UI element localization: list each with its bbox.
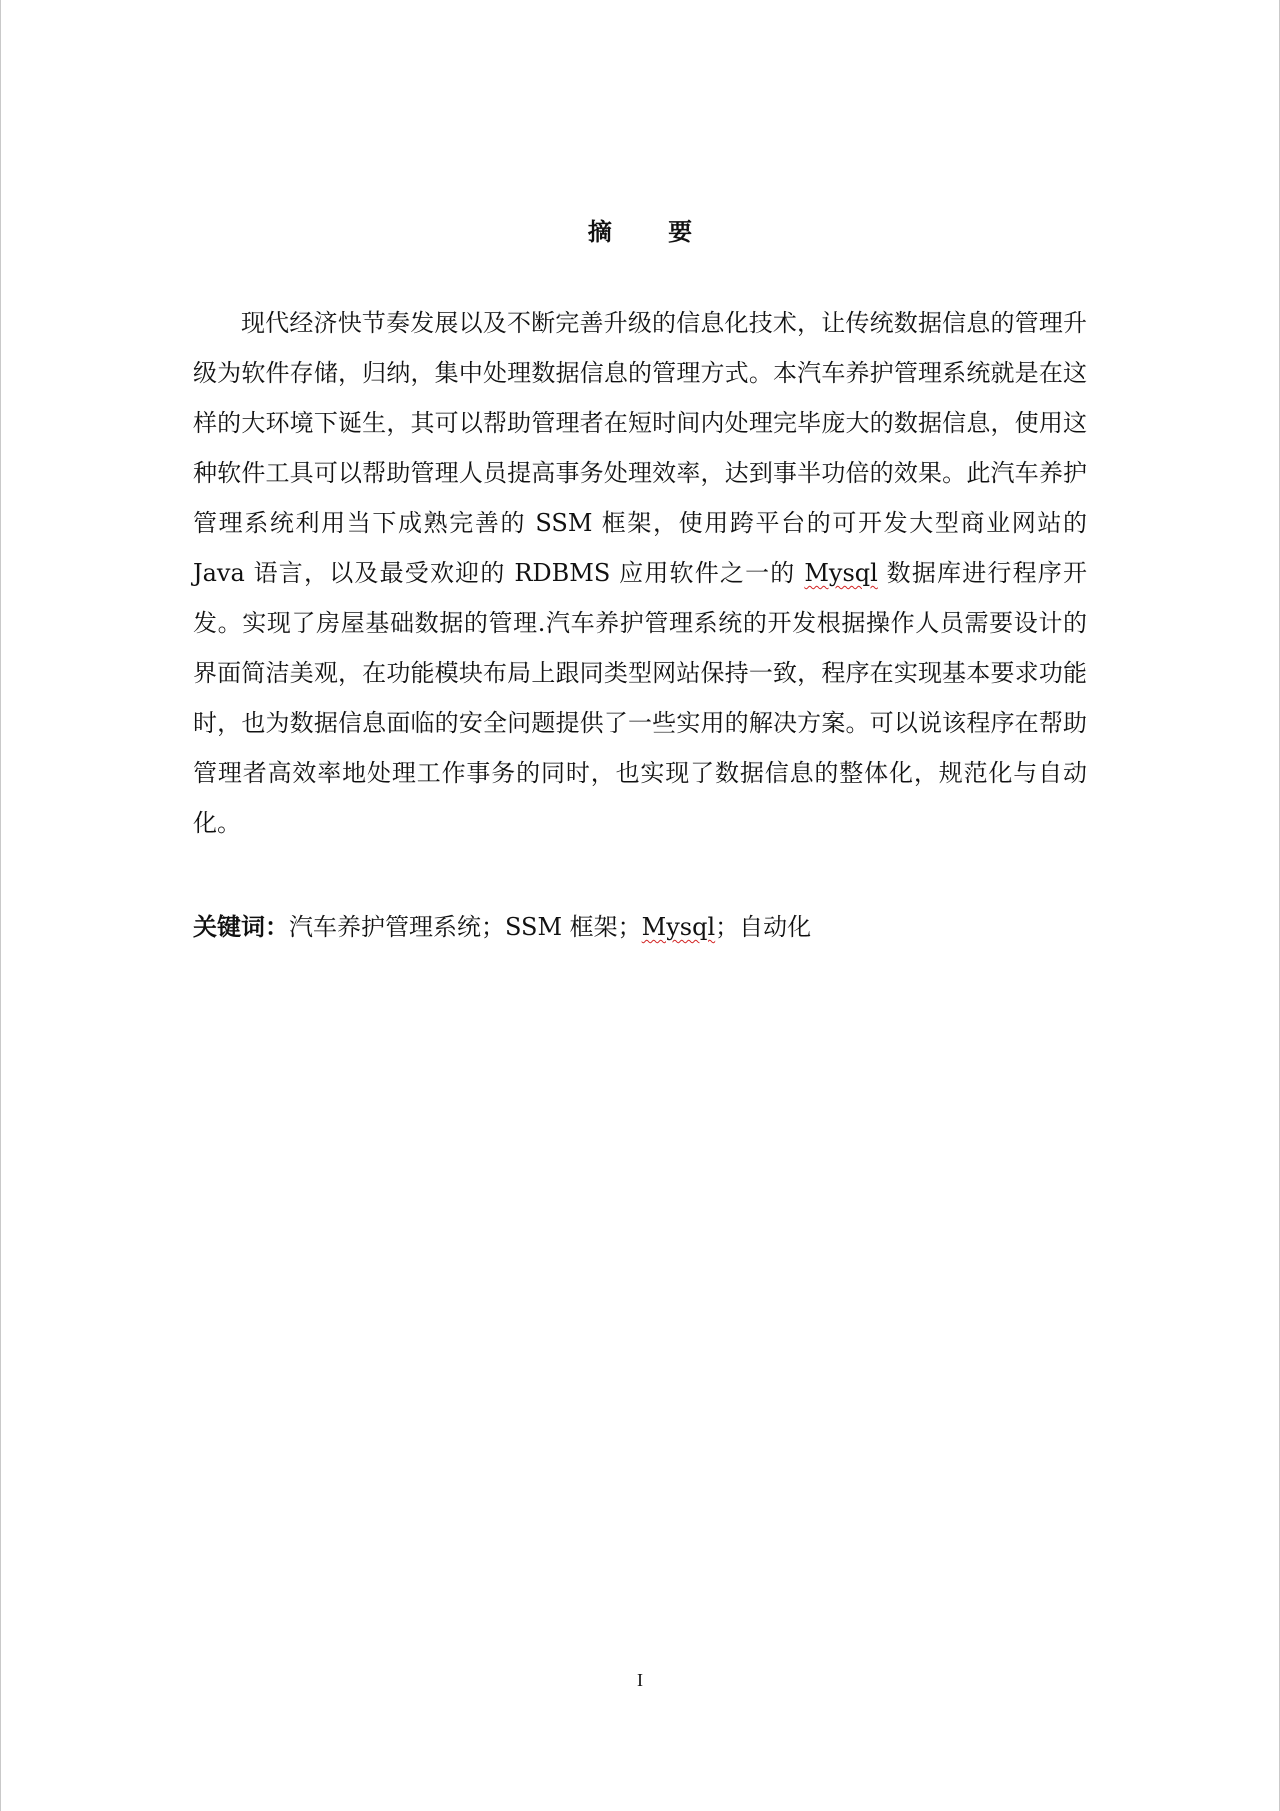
page-edge-left [0,0,1,1811]
keywords-label: 关键词： [193,912,289,941]
keywords-line [193,902,1087,952]
keywords-items-part2: ；自动化 [715,913,812,941]
abstract-text-part2: 数据库进行程序开发。实现了房屋基础数据的管理.汽车养护管理系统的开发根据操作人员需要设计的界面简洁美观，在功能模块布局上跟同类型网站保持一致，程序在实现基本要求功能时，也为数据信息面临的安全问题提供了一些实用的解决方案。可以说该程序在帮助管理者高效率地处理工作事务的同时，也实现了数据信息的整体化，规范化与自动化。 [193,559,1087,837]
abstract-title: 摘 要 [587,217,717,246]
keywords-items-part1: 汽车养护管理系统；SSM 框架； [289,913,642,941]
abstract-text-part1: 现代经济快节奏发展以及不断完善升级的信息化技术，让传统数据信息的管理升级为软件存储，归纳，集中处理数据信息的管理方式。本汽车养护管理系统就是在这样的大环境下诞生，其可以帮助管理者在短时间内处理完毕庞大的数据信息，使用这种软件工具可以帮助管理人员提高事务处理效率，达到事半功倍的效果。此汽车养护管理系统利用当下成熟完善的 SSM 框架，使用跨平台的可开发大型商业网站的 Java 语言，以及最受欢迎的 RDBMS 应用软件之一的 [193,309,1087,587]
keywords-mysql-term: Mysql [641,913,716,941]
abstract-mysql-term: Mysql [804,559,878,587]
abstract-paragraph [193,298,1087,848]
page-number: I [637,1670,643,1690]
